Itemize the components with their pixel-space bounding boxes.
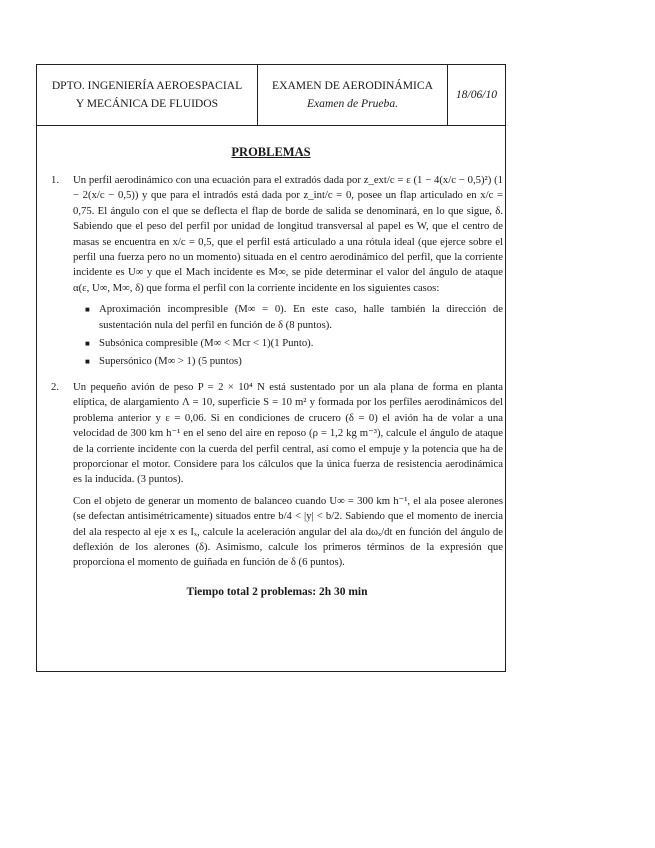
- problems-body: [51, 173, 503, 600]
- exam-date: 18/06/10: [455, 88, 498, 101]
- section-title: PROBLEMAS: [231, 145, 311, 159]
- square-bullet-icon: ■: [85, 305, 90, 315]
- problem-2-paragraph-2: Con el objeto de generar un momento de balanceo cuando U∞ = 300 km h⁻¹, el ala posee alerones (se defectan antisimétricamente) situados entre b/4 < |y| < b/2. Sabiendo que el momento de inercia del ala respecto al eje x es Iₓ, calcule la aceleración angular del ala dωₓ/dt en función del ángulo de deflexión de los alerones (δ). Asimismo, calcule los primeros términos de la expresión que proporciona el momento de guiñada en función de δ (6 puntos).: [73, 494, 503, 569]
- problem-1-text: Un perfil aerodinámico con una ecuación para el extradós dada por z_ext/c = ε (1 − 4(x/c − 0,5)²) (1 − 2(x/c − 0,5)) y que para el intradós está dada por z_int/c = 0, posee un flap articulado en x/c = 0,75. El ángulo con el que se deflecta el flap de borde de salida se denominará, en lo que sigue, δ. Sabiendo que el peso del perfil por unidad de longitud transversal al papel es W, que el centro de masas se encuentra en x/c = 0,5, que el perfil está articulado a una rótula ideal (que ejerce sobre el perfil una fuerza pero no un momento) situada en el centro aerodinámico del perfil, que la corriente incidente es U∞ y que el Mach incidente es M∞, se pide determinar el valor del ángulo de ataque α(ε, U∞, M∞, δ) que forma el perfil con la corriente incidente en los siguientes casos:: [73, 174, 503, 294]
- header-table: [37, 65, 505, 126]
- case-text: Subsónica compresible (M∞ < Mcr < 1)(1 Punto).: [99, 337, 314, 350]
- exam-cell: [258, 65, 448, 125]
- date-cell: [448, 65, 505, 125]
- problem-2: [51, 380, 503, 577]
- department-line-2: Y MECÁNICA DE FLUIDOS: [75, 97, 219, 110]
- problem-1: [51, 173, 503, 374]
- exam-frame: [36, 64, 506, 672]
- department-cell: [37, 65, 258, 125]
- case-text: Aproximación incompresible (M∞ = 0). En este caso, halle también la dirección de sustentación nula del perfil en función de δ (8 puntos).: [99, 303, 503, 331]
- problem-1-cases: [73, 302, 503, 370]
- case-text: Supersónico (M∞ > 1) (5 puntos): [99, 355, 242, 368]
- problem-1-number: 1.: [51, 174, 60, 186]
- case-item: [73, 354, 503, 369]
- case-item: [73, 336, 503, 351]
- case-item: [73, 302, 503, 333]
- total-time: Tiempo total 2 problemas: 2h 30 min: [186, 585, 368, 598]
- exam-title: EXAMEN DE AERODINÁMICA: [271, 79, 434, 92]
- problem-2-paragraph-1: Un pequeño avión de peso P = 2 × 10⁴ N está sustentado por un ala plana de forma en planta elíptica, de alargamiento Λ = 10, superficie S = 10 m² y formada por los perfiles aerodinámicos del problema anterior y ε = 0,06. Si en condiciones de crucero (δ = 0) el avión ha de volar a una velocidad de 300 km h⁻¹ en el seno del aire en reposo (ρ = 1,2 kg m⁻³), calcule el ángulo de ataque de la corriente incidente con la cuerda del perfil central, así como el empuje y la potencia que ha de proporcionar el motor. Considere para los cálculos que la única fuerza de resistencia aerodinámica es la inducida. (3 puntos).: [73, 380, 503, 486]
- square-bullet-icon: ■: [85, 357, 90, 367]
- department-line-1: DPTO. INGENIERÍA AEROESPACIAL: [51, 79, 243, 92]
- exam-subtitle: Examen de Prueba.: [306, 97, 399, 110]
- square-bullet-icon: ■: [85, 339, 90, 349]
- problem-2-number: 2.: [51, 380, 60, 393]
